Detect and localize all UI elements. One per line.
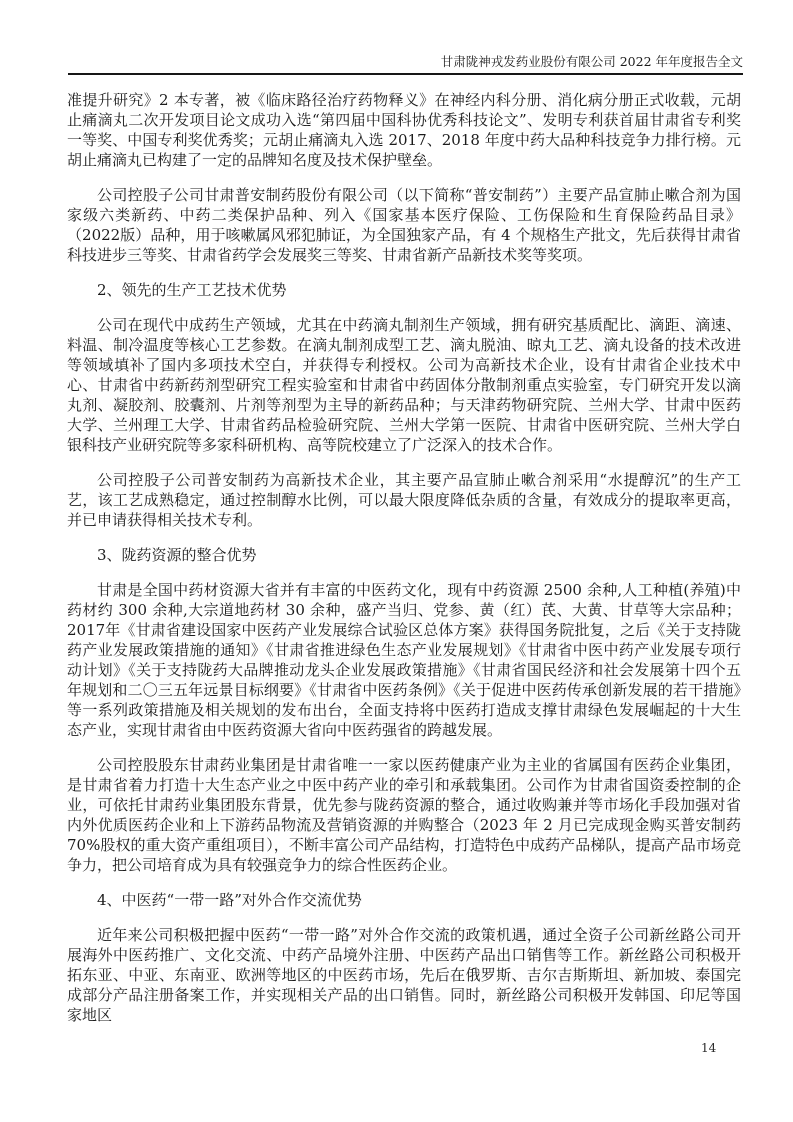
section-heading-longyao-resources: 3、陇药资源的整合优势: [97, 546, 257, 564]
paragraph: 公司控股子公司甘肃普安制药股份有限公司（以下简称“普安制药”）主要产品宣肺止嗽合剂为国家级六类新药、中药二类保护品种、列入《国家基本医疗保险、工伤保险和生育保险药品目录》（2022版）品种，用于咳嗽属风邪犯肺证，为全国独家产品，有 4 个规格生产批文，先后获得甘肃省科技进步三等奖、甘肃省药学会发展奖三等奖、甘肃省新产品新技术奖等奖项。: [67, 186, 741, 264]
document-body: [67, 90, 741, 1025]
paragraph: 公司控股子公司普安制药为高新技术企业，其主要产品宣肺止嗽合剂采用“水提醇沉”的生产工艺，该工艺成熟稳定，通过控制醇水比例，可以最大限度降低杂质的含量，有效成分的提取率更高，并已申请获得相关技术专利。: [67, 471, 741, 529]
paragraph: 公司在现代中成药生产领域，尤其在中药滴丸制剂生产领域，拥有研究基质配比、滴距、滴速、料温、制冷温度等核心工艺参数。在滴丸制剂成型工艺、滴丸脱油、晾丸工艺、滴丸设备的技术改进等领域填补了国内多项技术空白，并获得专利授权。公司为高新技术企业，设有甘肃省企业技术中心、甘肃省中药新药剂型研究工程实验室和甘肃省中药固体分散制剂重点实验室，专门研究开发以滴丸剂、凝胶剂、胶囊剂、片剂等剂型为主导的新药品种；与天津药物研究院、兰州大学、甘肃中医药大学、兰州理工大学、甘肃省药品检验研究院、兰州大学第一医院、甘肃省中医研究院、兰州大学白银科技产业研究院等多家科研机构、高等院校建立了广泛深入的技术合作。: [67, 316, 741, 454]
report-header-title: 甘肃陇神戎发药业股份有限公司 2022 年年度报告全文: [440, 54, 743, 69]
continued-paragraph: 准提升研究》2 本专著，被《临床路径治疗药物释义》在神经内科分册、消化病分册正式收载，元胡止痛滴丸二次开发项目论文成功入选“第四届中国科协优秀科技论文”、发明专利获首届甘肃省专利奖一等奖、中国专利奖优秀奖；元胡止痛滴丸入选 2017、2018 年度中药大品种科技竞争力排行榜。元胡止痛滴丸已构建了一定的品牌知名度及技术保护壁垒。: [67, 91, 741, 169]
page-number: 14: [701, 1041, 717, 1055]
paragraph: 近年来公司积极把握中医药“一带一路”对外合作交流的政策机遇，通过全资子公司新丝路公司开展海外中医药推广、文化交流、中药产品境外注册、中医药产品出口销售等工作。新丝路公司积极开拓东亚、中亚、东南亚、欧洲等地区的中医药市场，先后在俄罗斯、吉尔吉斯斯坦、新加坡、泰国完成部分产品注册备案工作，并实现相关产品的出口销售。同时，新丝路公司积极开发韩国、印尼等国家地区: [67, 926, 741, 1024]
paragraph: 甘肃是全国中药材资源大省并有丰富的中医药文化，现有中药资源 2500 余种,人工种植(养殖)中药材约 300 余种,大宗道地药材 30 余种，盛产当归、党参、黄（红）芪、大黄、甘草等大宗品种；2017年《甘肃省建设国家中医药产业发展综合试验区总体方案》获得国务院批复，之后《关于支持陇药产业发展政策措施的通知》《甘肃省推进绿色生态产业发展规划》《甘肃省中医中药产业发展专项行动计划》《关于支持陇药大品牌推动龙头企业发展政策措施》《甘肃省国民经济和社会发展第十四个五年规划和二〇三五年远景目标纲要》《甘肃省中医药条例》《关于促进中医药传承创新发展的若干措施》等一系列政策措施及相关规划的发布出台，全面支持将中医药打造成支撑甘肃绿色发展崛起的十大生态产业，实现甘肃省由中医药资源大省向中医药强省的跨越发展。: [67, 581, 741, 739]
page-header: [68, 54, 743, 75]
section-heading-production-technology: 2、领先的生产工艺技术优势: [97, 281, 287, 299]
paragraph: 公司控股股东甘肃药业集团是甘肃省唯一一家以医药健康产业为主业的省属国有医药企业集团，是甘肃省着力打造十大生态产业之中医中药产业的牵引和承载集团。公司作为甘肃省国资委控制的企业，可依托甘肃药业集团股东背景，优先参与陇药资源的整合，通过收购兼并等市场化手段加强对省内外优质医药企业和上下游药品物流及营销资源的并购整合（2023 年 2 月已完成现金购买普安制药 70%股权的重大资产重组项目），不断丰富公司产品结构，打造特色中成药产品梯队，提高产品市场竞争力，把公司培育成为具有较强竞争力的综合性医药企业。: [67, 756, 741, 874]
section-heading-belt-and-road: 4、中医药“一带一路”对外合作交流优势: [97, 891, 362, 909]
